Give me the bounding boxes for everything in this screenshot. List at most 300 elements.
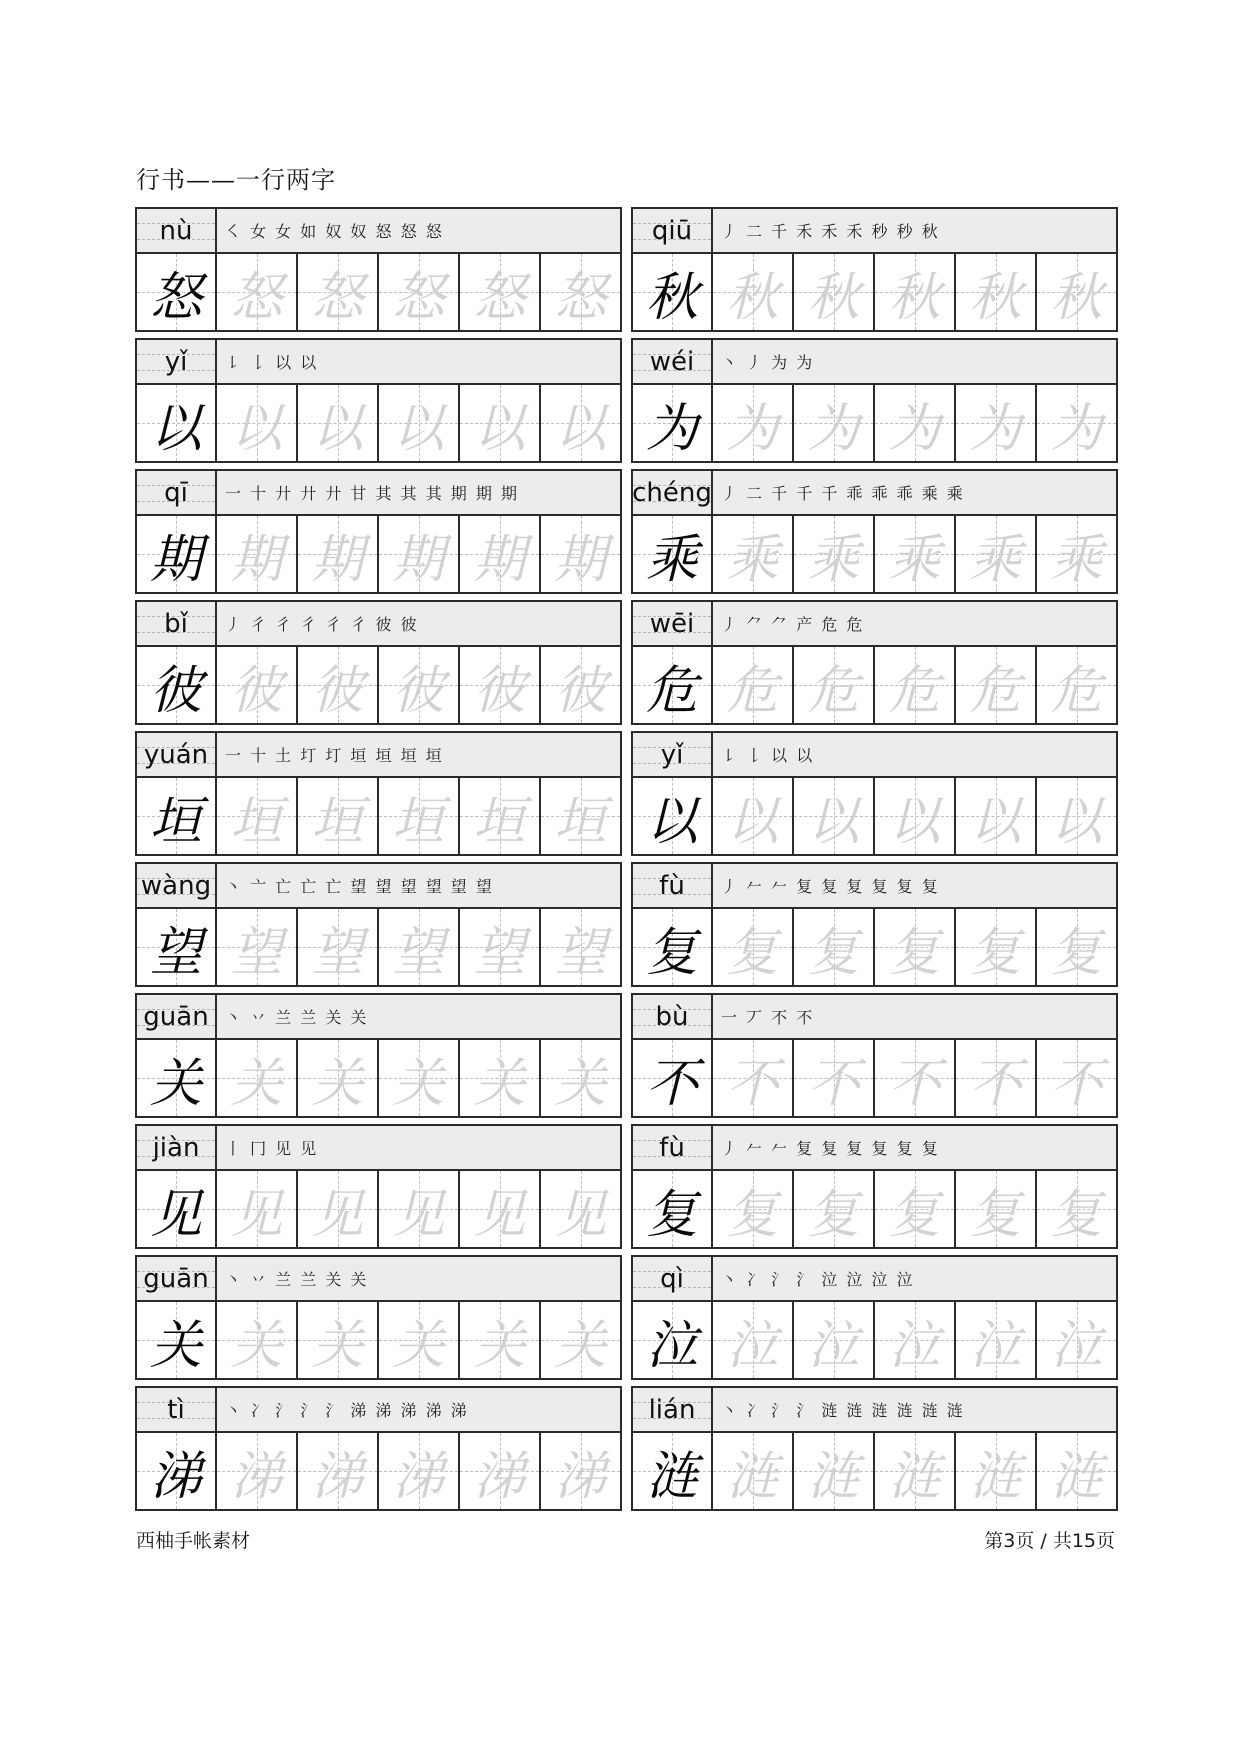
stroke-order: 一 十 土 圢 圢 垣 垣 垣 垣	[225, 746, 444, 765]
trace-character: 以	[554, 398, 607, 459]
trace-character: 乘	[726, 529, 779, 590]
trace-cell[interactable]	[956, 1302, 1037, 1378]
character-block-right	[631, 731, 1118, 856]
trace-cell[interactable]	[460, 516, 541, 592]
trace-cell[interactable]	[794, 778, 875, 854]
trace-character: 彼	[311, 660, 364, 721]
trace-cell[interactable]	[541, 1040, 620, 1116]
trace-character: 涕	[392, 1446, 445, 1507]
practice-cells	[633, 1433, 1116, 1509]
trace-character: 关	[392, 1053, 445, 1114]
trace-character: 望	[473, 922, 526, 983]
trace-character: 复	[807, 1184, 860, 1245]
trace-cell[interactable]	[794, 385, 875, 461]
model-character-cell	[633, 1302, 713, 1378]
model-character-cell	[137, 516, 217, 592]
trace-character: 怒	[311, 267, 364, 328]
practice-cells	[137, 1171, 620, 1247]
character-block-right	[631, 600, 1118, 725]
pinyin: guān	[143, 1001, 209, 1032]
trace-character: 为	[969, 398, 1022, 459]
trace-cell[interactable]	[541, 385, 620, 461]
trace-cell[interactable]	[460, 647, 541, 723]
trace-cell[interactable]	[541, 1302, 620, 1378]
trace-cell[interactable]	[794, 1171, 875, 1247]
trace-cell[interactable]	[541, 909, 620, 985]
trace-character: 以	[888, 791, 941, 852]
trace-character: 为	[888, 398, 941, 459]
trace-cell[interactable]	[379, 1302, 460, 1378]
model-character-cell	[633, 385, 713, 461]
practice-row	[135, 1255, 1118, 1380]
trace-character: 见	[554, 1184, 607, 1245]
model-character: 见	[149, 1184, 202, 1245]
trace-cell[interactable]	[460, 1040, 541, 1116]
trace-cell[interactable]	[956, 647, 1037, 723]
trace-cell[interactable]	[217, 647, 298, 723]
stroke-order: 丶 冫 氵 氵 泣 泣 泣 泣	[721, 1270, 915, 1289]
stroke-order: 丶 亠 亡 亡 亡 望 望 望 望 望 望	[225, 877, 494, 896]
trace-cell[interactable]	[217, 1040, 298, 1116]
trace-cell[interactable]	[541, 516, 620, 592]
trace-character: 不	[726, 1053, 779, 1114]
trace-character: 秋	[969, 267, 1022, 328]
trace-character: 见	[311, 1184, 364, 1245]
pinyin: qī	[164, 477, 188, 508]
trace-character: 秋	[888, 267, 941, 328]
trace-character: 秋	[807, 267, 860, 328]
stroke-order: 丿 二 千 禾 禾 禾 秒 秒 秋	[721, 222, 940, 241]
stroke-order: 丶 冫 氵 氵 氵 涕 涕 涕 涕 涕	[225, 1401, 469, 1420]
trace-character: 涟	[807, 1446, 860, 1507]
practice-cells	[633, 254, 1116, 330]
character-block-left	[135, 1124, 622, 1249]
trace-character: 泣	[888, 1315, 941, 1376]
stroke-order: 丿 彳 彳 彳 彳 彳 彼 彼	[225, 615, 419, 634]
trace-character: 望	[230, 922, 283, 983]
block-header	[137, 864, 620, 909]
trace-character: 望	[392, 922, 445, 983]
trace-cell[interactable]	[460, 1171, 541, 1247]
stroke-order: ㇙ 𠄌 以 以	[721, 746, 815, 765]
pinyin-cell	[633, 340, 713, 383]
trace-cell[interactable]	[460, 1433, 541, 1509]
trace-character: 关	[473, 1315, 526, 1376]
trace-cell[interactable]	[713, 778, 794, 854]
practice-cells	[137, 254, 620, 330]
model-character: 关	[149, 1053, 202, 1114]
trace-cell[interactable]	[956, 385, 1037, 461]
model-character-cell	[633, 254, 713, 330]
trace-character: 涕	[554, 1446, 607, 1507]
trace-character: 见	[230, 1184, 283, 1245]
trace-character: 关	[311, 1053, 364, 1114]
trace-character: 涟	[969, 1446, 1022, 1507]
practice-cells	[633, 1302, 1116, 1378]
trace-cell[interactable]	[875, 254, 956, 330]
trace-character: 期	[554, 529, 607, 590]
trace-cell[interactable]	[298, 1171, 379, 1247]
practice-cells	[633, 385, 1116, 461]
character-block-left	[135, 993, 622, 1118]
trace-cell[interactable]	[541, 1171, 620, 1247]
pinyin: lián	[648, 1394, 696, 1425]
trace-cell[interactable]	[956, 1171, 1037, 1247]
footer-page-indicator: 第3页 / 共15页	[984, 1530, 1115, 1552]
model-character-cell	[137, 1433, 217, 1509]
model-character: 复	[645, 922, 698, 983]
trace-cell[interactable]	[794, 1302, 875, 1378]
trace-character: 复	[888, 922, 941, 983]
trace-cell[interactable]	[541, 778, 620, 854]
trace-cell[interactable]	[541, 647, 620, 723]
pinyin-cell	[137, 733, 217, 776]
stroke-order: 一 丆 不 不	[721, 1008, 815, 1027]
stroke-order: 丿 二 千 千 千 乖 乖 乖 乘 乘	[721, 484, 965, 503]
trace-character: 以	[969, 791, 1022, 852]
trace-cell[interactable]	[794, 1433, 875, 1509]
model-character: 不	[645, 1053, 698, 1114]
trace-character: 怒	[230, 267, 283, 328]
trace-cell[interactable]	[217, 385, 298, 461]
model-character: 为	[645, 398, 698, 459]
trace-character: 期	[311, 529, 364, 590]
pinyin: tì	[167, 1394, 185, 1425]
practice-cells	[137, 909, 620, 985]
character-block-right	[631, 469, 1118, 594]
trace-cell[interactable]	[460, 1302, 541, 1378]
model-character: 危	[645, 660, 698, 721]
block-header	[137, 733, 620, 778]
pinyin-cell	[137, 1388, 217, 1431]
pinyin: bǐ	[164, 608, 188, 639]
practice-row	[135, 993, 1118, 1118]
trace-cell[interactable]	[713, 1302, 794, 1378]
model-character: 涟	[645, 1446, 698, 1507]
trace-cell[interactable]	[713, 254, 794, 330]
trace-character: 复	[888, 1184, 941, 1245]
trace-character: 彼	[230, 660, 283, 721]
model-character-cell	[137, 647, 217, 723]
trace-cell[interactable]	[1037, 385, 1116, 461]
trace-character: 乘	[1050, 529, 1103, 590]
trace-character: 危	[888, 660, 941, 721]
trace-cell[interactable]	[1037, 909, 1116, 985]
block-header	[633, 1257, 1116, 1302]
trace-cell[interactable]	[713, 1433, 794, 1509]
stroke-order: 丶 冫 氵 氵 涟 涟 涟 涟 涟 涟	[721, 1401, 965, 1420]
trace-character: 彼	[554, 660, 607, 721]
trace-cell[interactable]	[1037, 254, 1116, 330]
stroke-order: ㇙ 𠄌 以 以	[225, 353, 319, 372]
trace-cell[interactable]	[956, 909, 1037, 985]
model-character-cell	[137, 1040, 217, 1116]
block-header	[633, 733, 1116, 778]
trace-cell[interactable]	[460, 254, 541, 330]
trace-cell[interactable]	[460, 778, 541, 854]
stroke-order: 丶 丷 兰 兰 关 关	[225, 1008, 369, 1027]
trace-cell[interactable]	[379, 909, 460, 985]
character-block-right	[631, 1124, 1118, 1249]
trace-cell[interactable]	[379, 778, 460, 854]
model-character: 关	[149, 1315, 202, 1376]
pinyin: jiàn	[152, 1132, 200, 1163]
stroke-order: 丶 丷 兰 兰 关 关	[225, 1270, 369, 1289]
trace-cell[interactable]	[794, 1040, 875, 1116]
trace-character: 垣	[311, 791, 364, 852]
trace-character: 垣	[230, 791, 283, 852]
trace-cell[interactable]	[379, 1433, 460, 1509]
trace-cell[interactable]	[217, 909, 298, 985]
trace-cell[interactable]	[379, 516, 460, 592]
trace-cell[interactable]	[794, 516, 875, 592]
trace-cell[interactable]	[217, 1171, 298, 1247]
trace-cell[interactable]	[1037, 778, 1116, 854]
pinyin: bù	[655, 1001, 689, 1032]
practice-row	[135, 1386, 1118, 1511]
trace-cell[interactable]	[875, 1171, 956, 1247]
character-block-right	[631, 207, 1118, 332]
trace-character: 危	[807, 660, 860, 721]
trace-cell[interactable]	[713, 516, 794, 592]
trace-character: 乘	[888, 529, 941, 590]
trace-cell[interactable]	[875, 385, 956, 461]
practice-row	[135, 469, 1118, 594]
trace-character: 怒	[473, 267, 526, 328]
trace-cell[interactable]	[956, 1040, 1037, 1116]
trace-cell[interactable]	[217, 254, 298, 330]
trace-character: 以	[311, 398, 364, 459]
trace-cell[interactable]	[956, 1433, 1037, 1509]
pinyin-cell	[633, 864, 713, 907]
block-header	[137, 209, 620, 254]
pinyin-cell	[137, 1126, 217, 1169]
practice-cells	[633, 1171, 1116, 1247]
trace-cell[interactable]	[298, 647, 379, 723]
trace-cell[interactable]	[956, 778, 1037, 854]
model-character: 复	[645, 1184, 698, 1245]
trace-cell[interactable]	[298, 1040, 379, 1116]
character-block-right	[631, 338, 1118, 463]
trace-cell[interactable]	[1037, 516, 1116, 592]
stroke-order: 丿 𠂉 𠂉 复 复 复 复 复 复	[721, 1139, 940, 1158]
trace-cell[interactable]	[460, 909, 541, 985]
practice-cells	[137, 1433, 620, 1509]
practice-cells	[137, 516, 620, 592]
trace-cell[interactable]	[298, 1302, 379, 1378]
trace-cell[interactable]	[713, 1040, 794, 1116]
pinyin-cell	[633, 471, 713, 514]
trace-character: 秋	[726, 267, 779, 328]
trace-character: 不	[888, 1053, 941, 1114]
trace-cell[interactable]	[875, 1040, 956, 1116]
trace-cell[interactable]	[298, 516, 379, 592]
trace-character: 见	[392, 1184, 445, 1245]
pinyin: guān	[143, 1263, 209, 1294]
page-title: 行书——一行两字	[136, 166, 336, 194]
pinyin-cell	[633, 209, 713, 252]
trace-cell[interactable]	[298, 385, 379, 461]
trace-cell[interactable]	[956, 254, 1037, 330]
model-character: 望	[149, 922, 202, 983]
trace-cell[interactable]	[875, 778, 956, 854]
trace-character: 关	[392, 1315, 445, 1376]
pinyin-cell	[633, 995, 713, 1038]
trace-cell[interactable]	[217, 778, 298, 854]
trace-character: 不	[807, 1053, 860, 1114]
model-character: 以	[645, 791, 698, 852]
trace-cell[interactable]	[713, 909, 794, 985]
stroke-order: 丨 冂 见 见	[225, 1139, 319, 1158]
trace-cell[interactable]	[875, 1433, 956, 1509]
trace-character: 望	[554, 922, 607, 983]
pinyin-cell	[137, 602, 217, 645]
trace-cell[interactable]	[1037, 647, 1116, 723]
model-character-cell	[137, 1171, 217, 1247]
character-block-left	[135, 469, 622, 594]
block-header	[633, 340, 1116, 385]
model-character: 涕	[149, 1446, 202, 1507]
trace-cell[interactable]	[794, 647, 875, 723]
trace-character: 彼	[392, 660, 445, 721]
pinyin: nù	[159, 215, 193, 246]
trace-cell[interactable]	[298, 254, 379, 330]
trace-character: 关	[554, 1053, 607, 1114]
trace-cell[interactable]	[217, 516, 298, 592]
model-character-cell	[633, 1433, 713, 1509]
practice-cells	[137, 1040, 620, 1116]
trace-character: 危	[969, 660, 1022, 721]
block-header	[137, 340, 620, 385]
character-block-right	[631, 1255, 1118, 1380]
stroke-order: 丿 𠂉 𠂉 复 复 复 复 复 复	[721, 877, 940, 896]
practice-row	[135, 1124, 1118, 1249]
model-character-cell	[137, 909, 217, 985]
trace-character: 泣	[1050, 1315, 1103, 1376]
trace-character: 以	[230, 398, 283, 459]
pinyin-cell	[633, 1126, 713, 1169]
trace-character: 垣	[473, 791, 526, 852]
trace-cell[interactable]	[460, 385, 541, 461]
model-character-cell	[633, 516, 713, 592]
practice-cells	[137, 385, 620, 461]
trace-cell[interactable]	[794, 254, 875, 330]
practice-cells	[633, 647, 1116, 723]
trace-cell[interactable]	[217, 1302, 298, 1378]
trace-character: 关	[230, 1053, 283, 1114]
character-block-right	[631, 1386, 1118, 1511]
footer-source: 西柚手帐素材	[136, 1530, 251, 1552]
pinyin-cell	[137, 1257, 217, 1300]
trace-cell[interactable]	[713, 385, 794, 461]
trace-cell[interactable]	[379, 1040, 460, 1116]
trace-character: 以	[726, 791, 779, 852]
trace-cell[interactable]	[956, 516, 1037, 592]
model-character: 以	[149, 398, 202, 459]
trace-character: 复	[726, 1184, 779, 1245]
trace-character: 复	[969, 922, 1022, 983]
block-header	[137, 1388, 620, 1433]
trace-character: 涕	[473, 1446, 526, 1507]
trace-character: 泣	[726, 1315, 779, 1376]
trace-cell[interactable]	[1037, 1171, 1116, 1247]
trace-character: 望	[311, 922, 364, 983]
trace-character: 涟	[888, 1446, 941, 1507]
trace-cell[interactable]	[713, 1171, 794, 1247]
practice-cells	[137, 647, 620, 723]
pinyin-cell	[137, 995, 217, 1038]
trace-cell[interactable]	[379, 647, 460, 723]
block-header	[633, 1126, 1116, 1171]
trace-cell[interactable]	[217, 1433, 298, 1509]
trace-cell[interactable]	[1037, 1433, 1116, 1509]
trace-cell[interactable]	[298, 778, 379, 854]
model-character-cell	[137, 254, 217, 330]
block-header	[137, 1126, 620, 1171]
trace-character: 秋	[1050, 267, 1103, 328]
pinyin-cell	[137, 209, 217, 252]
pinyin: wéi	[649, 346, 695, 377]
practice-cells	[137, 778, 620, 854]
character-block-left	[135, 207, 622, 332]
trace-character: 泣	[969, 1315, 1022, 1376]
trace-character: 危	[726, 660, 779, 721]
block-header	[633, 995, 1116, 1040]
trace-character: 为	[1050, 398, 1103, 459]
trace-cell[interactable]	[1037, 1040, 1116, 1116]
trace-cell[interactable]	[379, 1171, 460, 1247]
trace-character: 关	[473, 1053, 526, 1114]
model-character: 期	[149, 529, 202, 590]
trace-cell[interactable]	[875, 909, 956, 985]
pinyin-cell	[633, 602, 713, 645]
trace-character: 垣	[392, 791, 445, 852]
trace-cell[interactable]	[298, 909, 379, 985]
practice-cells	[633, 778, 1116, 854]
trace-character: 乘	[969, 529, 1022, 590]
character-block-left	[135, 731, 622, 856]
trace-cell[interactable]	[379, 385, 460, 461]
trace-cell[interactable]	[541, 1433, 620, 1509]
trace-cell[interactable]	[794, 909, 875, 985]
trace-character: 涕	[311, 1446, 364, 1507]
practice-grid	[135, 207, 1118, 1517]
trace-character: 期	[230, 529, 283, 590]
trace-cell[interactable]	[875, 516, 956, 592]
pinyin: qiū	[651, 215, 693, 246]
trace-cell[interactable]	[298, 1433, 379, 1509]
trace-character: 涟	[1050, 1446, 1103, 1507]
character-block-right	[631, 862, 1118, 987]
model-character: 怒	[149, 267, 202, 328]
trace-cell[interactable]	[875, 647, 956, 723]
trace-cell[interactable]	[713, 647, 794, 723]
trace-cell[interactable]	[875, 1302, 956, 1378]
trace-character: 危	[1050, 660, 1103, 721]
pinyin: yǐ	[660, 739, 684, 770]
practice-row	[135, 862, 1118, 987]
trace-cell[interactable]	[541, 254, 620, 330]
character-block-left	[135, 862, 622, 987]
model-character: 彼	[149, 660, 202, 721]
practice-cells	[633, 909, 1116, 985]
pinyin: wàng	[140, 870, 212, 901]
trace-cell[interactable]	[379, 254, 460, 330]
block-header	[137, 995, 620, 1040]
trace-character: 涟	[726, 1446, 779, 1507]
trace-cell[interactable]	[1037, 1302, 1116, 1378]
model-character-cell	[137, 778, 217, 854]
